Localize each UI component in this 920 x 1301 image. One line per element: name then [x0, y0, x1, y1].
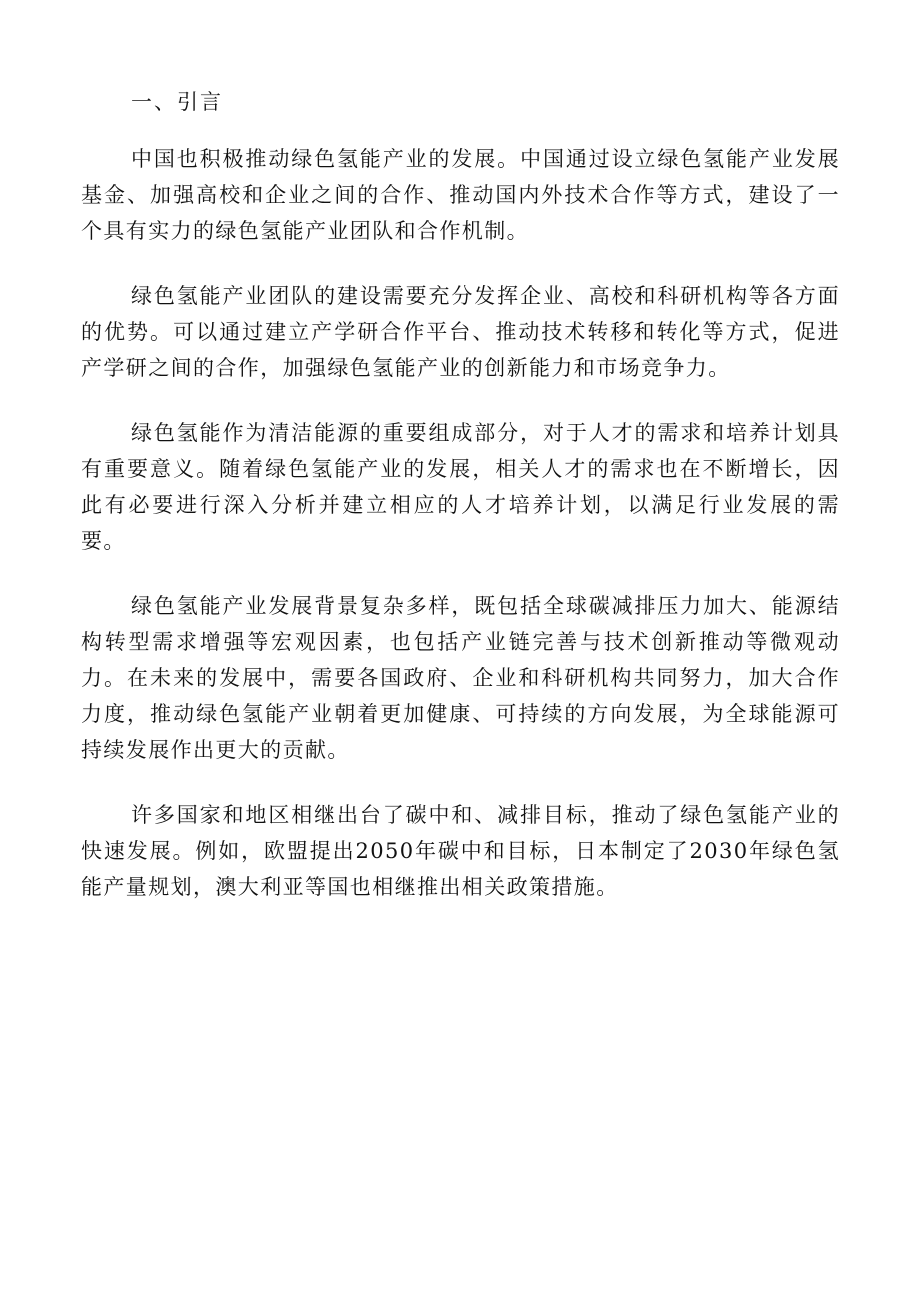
- paragraph-2: 绿色氢能产业团队的建设需要充分发挥企业、高校和科研机构等各方面的优势。可以通过建立产学研合作平台、推动技术转移和转化等方式，促进产学研之间的合作，加强绿色氢能产业的创新能力和市场竞争力。: [81, 284, 840, 380]
- paragraph-1: 中国也积极推动绿色氢能产业的发展。中国通过设立绿色氢能产业发展基金、加强高校和企业之间的合作、推动国内外技术合作等方式，建设了一个具有实力的绿色氢能产业团队和合作机制。: [81, 147, 840, 243]
- paragraph-5: 许多国家和地区相继出台了碳中和、减排目标，推动了绿色氢能产业的快速发展。例如，欧盟提出2050年碳中和目标，日本制定了2030年绿色氢能产量规划，澳大利亚等国也相继推出相关政策措施。: [81, 803, 840, 899]
- paragraph-3: 绿色氢能作为清洁能源的重要组成部分，对于人才的需求和培养计划具有重要意义。随着绿色氢能产业的发展，相关人才的需求也在不断增长，因此有必要进行深入分析并建立相应的人才培养计划，以满足行业发展的需要。: [81, 421, 840, 553]
- paragraph-4: 绿色氢能产业发展背景复杂多样，既包括全球碳减排压力加大、能源结构转型需求增强等宏观因素，也包括产业链完善与技术创新推动等微观动力。在未来的发展中，需要各国政府、企业和科研机构共同努力，加大合作力度，推动绿色氢能产业朝着更加健康、可持续的方向发展，为全球能源可持续发展作出更大的贡献。: [81, 594, 840, 762]
- section-heading: 一、引言: [131, 90, 223, 114]
